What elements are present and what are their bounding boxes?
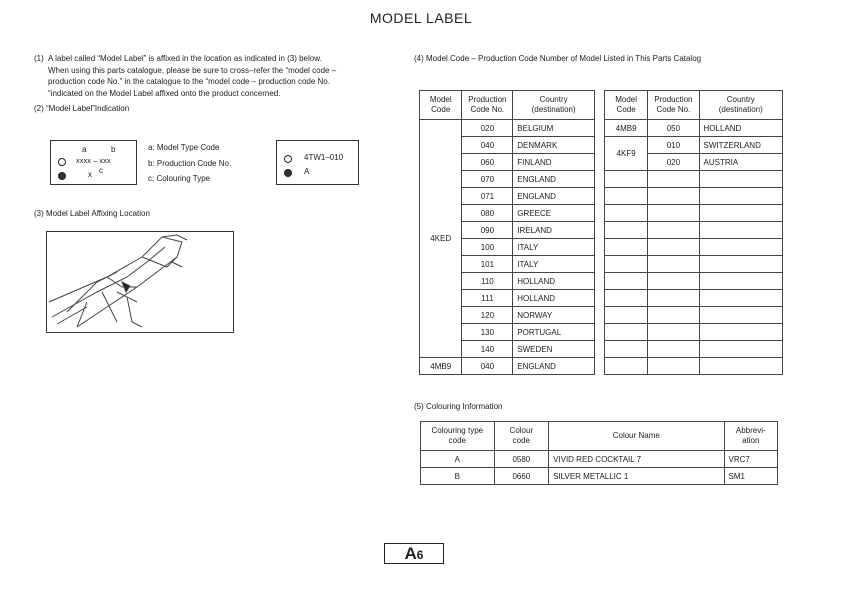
section5-heading: (5) Colouring Information: [414, 402, 503, 411]
empty-cell: [648, 324, 699, 341]
country-cell: ITALY: [513, 256, 595, 273]
country-cell: SWEDEN: [513, 341, 595, 358]
production-code-cell: 071: [462, 188, 513, 205]
empty-row: [605, 222, 783, 239]
empty-row: [605, 188, 783, 205]
empty-row: [605, 358, 783, 375]
intro-number: (1): [34, 54, 44, 63]
production-code-cell: 010: [648, 137, 699, 154]
column-header: Country (destination): [513, 91, 595, 120]
production-code-cell: 120: [462, 307, 513, 324]
intro-line: “indicated on the Model Label affixed onto the product concerned.: [48, 88, 281, 98]
colour-row: [421, 468, 778, 485]
hollow-circle-icon: [58, 158, 66, 166]
production-code-cell: 090: [462, 222, 513, 239]
table-row: [605, 120, 783, 137]
table-row: [605, 137, 783, 154]
empty-cell: [648, 171, 699, 188]
table-row: [420, 358, 595, 375]
empty-cell: [699, 273, 782, 290]
section4-heading: (4) Model Code – Production Code Number of Model Listed in This Parts Catalog: [414, 54, 702, 63]
country-cell: BELGIUM: [513, 120, 595, 137]
country-cell: NORWAY: [513, 307, 595, 324]
label-code: xxxx – xxx: [76, 156, 111, 165]
label-a: a: [82, 145, 87, 154]
empty-cell: [699, 205, 782, 222]
colouring-type-cell: A: [421, 451, 495, 468]
empty-cell: [605, 290, 648, 307]
empty-cell: [648, 358, 699, 375]
abbreviation-cell: VRC7: [724, 451, 777, 468]
country-cell: SWITZERLAND: [699, 137, 782, 154]
header-row: [420, 91, 595, 120]
empty-row: [605, 205, 783, 222]
legend-item: b: Production Code No.: [148, 158, 232, 168]
empty-cell: [699, 171, 782, 188]
model-code-cell: 4MB9: [605, 120, 648, 137]
empty-cell: [648, 341, 699, 358]
country-cell: PORTUGAL: [513, 324, 595, 341]
empty-row: [605, 171, 783, 188]
production-code-cell: 111: [462, 290, 513, 307]
empty-cell: [699, 358, 782, 375]
column-header: Colour Name: [549, 422, 724, 451]
section2-heading: (2) “Model Label”Indication: [34, 104, 130, 113]
country-cell: AUSTRIA: [699, 154, 782, 171]
empty-cell: [605, 307, 648, 324]
production-code-cell: 080: [462, 205, 513, 222]
page-title: MODEL LABEL: [369, 10, 473, 26]
colouring-table: [420, 421, 778, 485]
frame-drawing: [47, 232, 233, 332]
empty-cell: [605, 324, 648, 341]
country-cell: ITALY: [513, 239, 595, 256]
model-label-diagram: [50, 140, 137, 185]
hollow-circle-icon: [284, 155, 292, 163]
header-row: [605, 91, 783, 120]
country-cell: HOLLAND: [513, 273, 595, 290]
empty-cell: [648, 205, 699, 222]
intro-line: A label called “Model Label” is affixed in the location as indicated in (3) below.: [48, 54, 322, 63]
example-colour: A: [304, 167, 310, 176]
column-header: Colouring type code: [421, 422, 495, 451]
column-header: Colour code: [494, 422, 548, 451]
country-cell: DENMARK: [513, 137, 595, 154]
empty-cell: [648, 256, 699, 273]
column-header: Country (destination): [699, 91, 782, 120]
production-code-cell: 050: [648, 120, 699, 137]
example-code: 4TW1–010: [304, 153, 344, 162]
empty-cell: [605, 273, 648, 290]
empty-cell: [605, 358, 648, 375]
colour-code-cell: 0660: [494, 468, 548, 485]
model-code-cell: 4KED: [420, 120, 462, 358]
empty-row: [605, 341, 783, 358]
production-code-cell: 020: [462, 120, 513, 137]
page-letter: A: [404, 544, 417, 563]
production-code-cell: 140: [462, 341, 513, 358]
empty-row: [605, 256, 783, 273]
empty-row: [605, 307, 783, 324]
production-code-cell: 070: [462, 171, 513, 188]
colour-name-cell: VIVID RED COCKTAIL 7: [549, 451, 724, 468]
empty-cell: [699, 239, 782, 256]
country-cell: IRELAND: [513, 222, 595, 239]
empty-cell: [699, 256, 782, 273]
country-cell: ENGLAND: [513, 358, 595, 375]
page-number: [384, 543, 444, 564]
colour-name-cell: SILVER METALLIC 1: [549, 468, 724, 485]
production-code-cell: 110: [462, 273, 513, 290]
empty-cell: [699, 290, 782, 307]
table-row: [420, 120, 595, 137]
empty-row: [605, 290, 783, 307]
empty-cell: [605, 188, 648, 205]
country-cell: FINLAND: [513, 154, 595, 171]
production-code-cell: 040: [462, 358, 513, 375]
filled-circle-icon: [58, 172, 66, 180]
empty-cell: [605, 341, 648, 358]
model-code-cell: 4MB9: [420, 358, 462, 375]
empty-cell: [605, 222, 648, 239]
empty-cell: [648, 222, 699, 239]
empty-row: [605, 324, 783, 341]
empty-cell: [605, 171, 648, 188]
page-digit: 6: [416, 548, 424, 562]
model-code-table-left: [419, 90, 595, 375]
empty-cell: [699, 307, 782, 324]
country-cell: GREECE: [513, 205, 595, 222]
empty-cell: [699, 222, 782, 239]
production-code-cell: 130: [462, 324, 513, 341]
intro-line: When using this parts catalogue, please be sure to cross–refer the “model code –: [48, 65, 337, 75]
empty-cell: [648, 307, 699, 324]
empty-cell: [648, 239, 699, 256]
empty-cell: [699, 188, 782, 205]
label-x: x: [88, 170, 92, 179]
production-code-cell: 101: [462, 256, 513, 273]
country-cell: ENGLAND: [513, 188, 595, 205]
empty-cell: [648, 290, 699, 307]
section3-heading: (3) Model Label Affixing Location: [34, 209, 150, 218]
production-code-cell: 040: [462, 137, 513, 154]
country-cell: ENGLAND: [513, 171, 595, 188]
column-header: Production Code No.: [648, 91, 699, 120]
column-header: Abbrevi- ation: [724, 422, 777, 451]
label-c: c: [99, 166, 103, 175]
example-label: [276, 140, 359, 185]
column-header: Model Code: [605, 91, 648, 120]
intro-text: [48, 53, 336, 99]
intro-line: production code No.” in the catalogue to the “model code – production code No.: [48, 77, 330, 86]
label-legend: [148, 140, 231, 187]
empty-row: [605, 273, 783, 290]
empty-row: [605, 239, 783, 256]
empty-cell: [648, 273, 699, 290]
header-row: [421, 422, 778, 451]
column-header: Model Code: [420, 91, 462, 120]
colour-code-cell: 0580: [494, 451, 548, 468]
legend-item: c: Colouring Type: [148, 174, 211, 183]
colouring-type-cell: B: [421, 468, 495, 485]
model-code-table-right: [604, 90, 783, 375]
country-cell: HOLLAND: [513, 290, 595, 307]
empty-cell: [648, 188, 699, 205]
abbreviation-cell: SM1: [724, 468, 777, 485]
colour-row: [421, 451, 778, 468]
model-code-cell: 4KF9: [605, 137, 648, 171]
production-code-cell: 100: [462, 239, 513, 256]
legend-item: a: Model Type Code: [148, 143, 220, 152]
country-cell: HOLLAND: [699, 120, 782, 137]
empty-cell: [605, 256, 648, 273]
empty-cell: [605, 205, 648, 222]
empty-cell: [699, 324, 782, 341]
empty-cell: [605, 239, 648, 256]
production-code-cell: 020: [648, 154, 699, 171]
filled-circle-icon: [284, 169, 292, 177]
production-code-cell: 060: [462, 154, 513, 171]
empty-cell: [699, 341, 782, 358]
label-b: b: [111, 145, 116, 154]
frame-illustration: [46, 231, 234, 333]
column-header: Production Code No.: [462, 91, 513, 120]
